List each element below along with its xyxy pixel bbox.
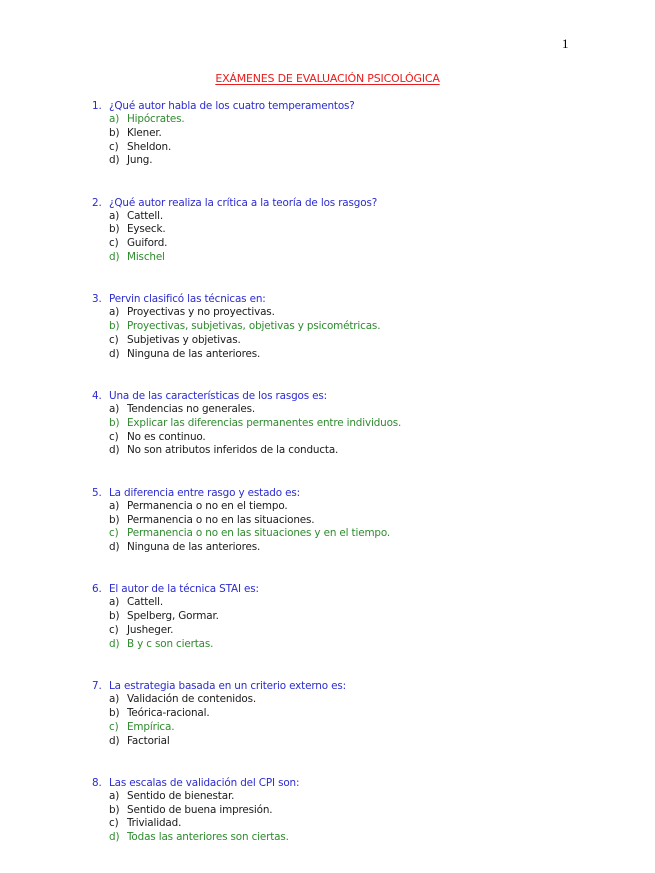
option [109,541,401,555]
option [109,596,401,610]
question-text [92,99,401,113]
option-letter: c) [109,624,119,637]
question-label: El autor de la técnica STAI es: [109,583,259,596]
question-text [92,292,401,306]
question-3 [92,292,401,361]
question-label: ¿Qué autor realiza la crítica a la teoría de los rasgos? [109,196,378,209]
option [109,735,401,749]
question-number: 6. [92,583,102,596]
option [109,223,401,237]
question-2 [92,196,401,265]
option-letter: b) [109,416,120,429]
question-1 [92,99,401,168]
question-6 [92,582,401,651]
options-list [92,403,401,458]
option-letter: b) [109,320,120,333]
option-text: Proyectivas y no proyectivas. [127,306,275,319]
option-letter: a) [109,499,120,512]
option-text: Spelberg, Gormar. [127,610,219,623]
document-title: EXÁMENES DE EVALUACIÓN PSICOLÓGICA [215,72,440,85]
question-number: 7. [92,680,102,693]
option [109,610,401,624]
question-label: Pervin clasificó las técnicas en: [109,293,266,306]
option-letter: a) [109,693,120,706]
option-text: Subjetivas y objetivas. [127,333,241,346]
option-text: Guiford. [127,237,168,250]
option-text: Sentido de buena impresión. [127,803,273,816]
option [109,514,401,528]
option-letter: b) [109,610,120,623]
option-letter: c) [109,140,119,153]
options-list [92,306,401,361]
option-text: Hipócrates. [127,113,185,125]
option-letter: a) [109,789,120,802]
option-text: Teórica-racional. [127,706,210,719]
option-letter: d) [109,444,120,457]
question-number: 8. [92,776,102,789]
question-list [92,99,401,873]
option-correct [109,251,401,265]
options-list [92,790,401,845]
question-label: La diferencia entre rasgo y estado es: [109,486,300,499]
option [109,817,401,831]
option-letter: b) [109,513,120,526]
question-label: Una de las características de los rasgos es: [109,390,328,403]
option [109,500,401,514]
option-correct [109,721,401,735]
option-text: Mischel [127,251,165,264]
option-letter: d) [109,831,120,844]
option-letter: c) [109,817,119,830]
option-letter: d) [109,251,120,264]
option-text: Explicar las diferencias permanentes entre individuos. [127,416,402,429]
option-letter: c) [109,333,119,346]
option-text: No es continuo. [127,430,206,443]
option [109,154,401,168]
option-letter: a) [109,306,120,319]
question-number: 5. [92,486,102,499]
question-text [92,776,401,790]
option-letter: d) [109,637,120,650]
question-8 [92,776,401,845]
option-letter: d) [109,347,120,360]
option [109,334,401,348]
option-letter: c) [109,720,119,733]
option-text: Ninguna de las anteriores. [127,347,261,360]
option-text: Ninguna de las anteriores. [127,541,261,554]
option-letter: d) [109,541,120,554]
options-list [92,693,401,748]
question-text [92,582,401,596]
option-text: Cattell. [127,596,164,609]
option-correct [109,831,401,845]
option-letter: d) [109,154,120,167]
option-text: Empírica. [127,720,175,733]
option-letter: c) [109,237,119,250]
option-letter: b) [109,223,120,236]
question-number: 3. [92,293,102,306]
option [109,707,401,721]
option-letter: d) [109,734,120,747]
question-text [92,679,401,693]
option [109,804,401,818]
option-letter: a) [109,596,120,609]
option-text: Cattell. [127,209,164,222]
option-letter: a) [109,403,120,416]
option-text: Jung. [127,154,153,167]
option-text: Permanencia o no en las situaciones. [127,513,315,526]
option [109,444,401,458]
options-list [92,210,401,265]
option [109,127,401,141]
question-text [92,196,401,210]
question-text [92,486,401,500]
question-7 [92,679,401,748]
option-text: Proyectivas, subjetivas, objetivas y psicométricas. [127,320,381,333]
options-list [92,500,401,555]
options-list [92,113,401,168]
option [109,790,401,804]
question-label: ¿Qué autor habla de los cuatro temperamentos? [109,100,355,112]
question-number: 4. [92,390,102,403]
option-correct [109,527,401,541]
option-text: Permanencia o no en el tiempo. [127,499,288,512]
option-letter: a) [109,113,120,125]
option-text: Sheldon. [127,140,172,153]
option-text: Sentido de bienestar. [127,789,235,802]
option-letter: b) [109,126,120,139]
option-text: Jusheger. [127,624,174,637]
option-letter: c) [109,430,119,443]
question-label: La estrategia basada en un criterio externo es: [109,680,346,693]
option [109,431,401,445]
option-text: B y c son ciertas. [127,637,214,650]
option-letter: b) [109,803,120,816]
option-text: Trivialidad. [127,817,182,830]
option-text: Tendencias no generales. [127,403,256,416]
option-text: Todas las anteriores son ciertas. [127,831,289,844]
question-label: Las escalas de validación del CPI son: [109,776,300,789]
option-correct [109,113,401,127]
option-correct [109,320,401,334]
option [109,693,401,707]
options-list [92,596,401,651]
option-text: No son atributos inferidos de la conducta. [127,444,339,457]
page-number: 1 [562,36,569,51]
option [109,141,401,155]
option-text: Klener. [127,126,162,139]
option-text: Factorial [127,734,170,747]
option-text: Validación de contenidos. [127,693,257,706]
option-letter: a) [109,209,120,222]
question-5 [92,486,401,555]
option [109,306,401,320]
question-4 [92,389,401,458]
option-text: Permanencia o no en las situaciones y en el tiempo. [127,527,391,540]
option-letter: c) [109,527,119,540]
option [109,403,401,417]
question-text [92,389,401,403]
option-correct [109,417,401,431]
option [109,348,401,362]
question-number: 1. [92,100,102,112]
option [109,624,401,638]
option [109,237,401,251]
option-correct [109,638,401,652]
option-letter: b) [109,706,120,719]
option-text: Eyseck. [127,223,166,236]
option [109,210,401,224]
question-number: 2. [92,196,102,209]
